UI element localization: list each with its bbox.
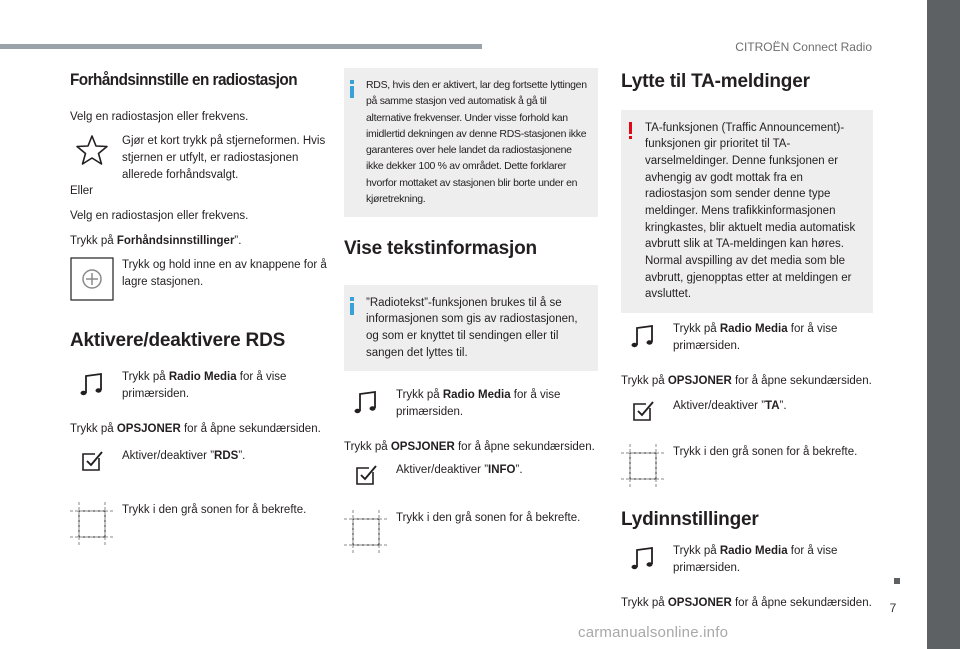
paragraph-options: Trykk på OPSJONER for å åpne sekundærsiden. [344, 441, 595, 454]
section-title-sound: Lydinnstillinger [621, 508, 759, 530]
info-box-rds: RDS, hvis den er aktivert, lar deg fortsette lyttingen på samme stasjon ved automatisk å gå til alternative frekvenser. Under visse forhold kan imidlertid dekningen av denne RDS-stasjonen ikke garanteres over hele landet da radiostasjonene ikke dekker 100 % av området. Dette forklarer hvorfor mottaket av stasjonen blir borte under en kjøretrekning. [344, 68, 598, 217]
step-radio-media: Trykk på Radio Media for å vise primærsiden. [621, 543, 873, 587]
paragraph: Velg en radiostasjon eller frekvens. [70, 210, 249, 222]
grey-zone-icon [621, 444, 665, 488]
page-marker [894, 578, 900, 584]
checkbox-icon [70, 448, 114, 492]
step-star: Gjør et kort trykk på stjerneformen. Hvis stjernen er utfylt, er radiostasjonen allerede forhåndsvalgt. [70, 133, 328, 183]
step-check: Aktiver/deaktiver ”TA”. [621, 398, 873, 442]
step-radio-media: Trykk på Radio Media for å vise primærsiden. [621, 321, 873, 365]
checkbox-icon [621, 398, 665, 442]
star-icon [70, 133, 114, 177]
step-radio-media: Trykk på Radio Media for å vise primærsiden. [70, 369, 328, 413]
grey-zone-icon [344, 510, 388, 554]
header-rule [0, 44, 482, 49]
step-plus: Trykk og hold inne en av knappene for å lagre stasjonen. [70, 257, 328, 301]
music-note-icon [344, 387, 388, 431]
paragraph-options: Trykk på OPSJONER for å åpne sekundærsiden. [70, 422, 321, 435]
step-check: Aktiver/deaktiver ”RDS”. [70, 448, 328, 492]
warning-box-ta: TA-funksjonen (Traffic Announcement)-funksjonen gir prioritet til TA-varselmeldinger. Denne funksjonen er avhengig av godt mottak fra en radiostasjon som sender denne type meldinger. Mens trafikkinformasjonen kringkastes, blir aktuelt media automatisk avbrutt slik at TA-meldingen kan høres. Normal avspilling av det media som ble avbrutt, gjenopptas etter at meldingen er avsluttet. [621, 110, 873, 313]
column-1 [70, 68, 328, 546]
section-title-preset: Forhåndsinnstille en radiostasjon [70, 70, 298, 89]
step-grid: Trykk i den grå sonen for å bekrefte. [344, 510, 598, 554]
column-2 [344, 68, 598, 554]
section-title-rds: Aktivere/deaktivere RDS [70, 330, 286, 352]
step-check: Aktiver/deaktiver ”INFO”. [344, 462, 598, 506]
music-note-icon [70, 369, 114, 413]
step-grid: Trykk i den grå sonen for å bekrefte. [70, 502, 328, 546]
page-number: 7 [889, 601, 897, 615]
paragraph-options: Trykk på OPSJONER for å åpne sekundærsiden. [621, 374, 872, 387]
grey-zone-icon [70, 502, 114, 546]
step-grid: Trykk i den grå sonen for å bekrefte. [621, 444, 873, 488]
paragraph-or: Eller [70, 185, 94, 198]
checkbox-icon [344, 462, 388, 506]
section-title-text-info: Vise tekstinformasjon [344, 238, 537, 260]
step-radio-media: Trykk på Radio Media for å vise primærsiden. [344, 387, 598, 431]
paragraph: Trykk på Forhåndsinnstillinger”. [70, 234, 242, 247]
info-box-radiotext: ”Radiotekst”-funksjonen brukes til å se informasjonen som gis av radiostasjonen, og som er knyttet til sendingen eller til sangen det lyttes til. [344, 285, 598, 372]
section-title-ta: Lytte til TA-meldinger [621, 71, 810, 92]
music-note-icon [621, 321, 665, 365]
paragraph-options: Trykk på OPSJONER for å åpne sekundærsiden. [621, 597, 872, 610]
info-icon [350, 80, 354, 98]
warning-icon [629, 122, 632, 139]
watermark: carmanualsonline.info [578, 624, 729, 641]
paragraph: Velg en radiostasjon eller frekvens. [70, 110, 249, 123]
header-title: CITROËN Connect Radio [735, 40, 872, 54]
info-icon [350, 297, 354, 315]
side-tab [927, 0, 960, 649]
music-note-icon [621, 543, 665, 587]
column-3 [621, 68, 873, 612]
plus-button-icon [70, 257, 114, 301]
